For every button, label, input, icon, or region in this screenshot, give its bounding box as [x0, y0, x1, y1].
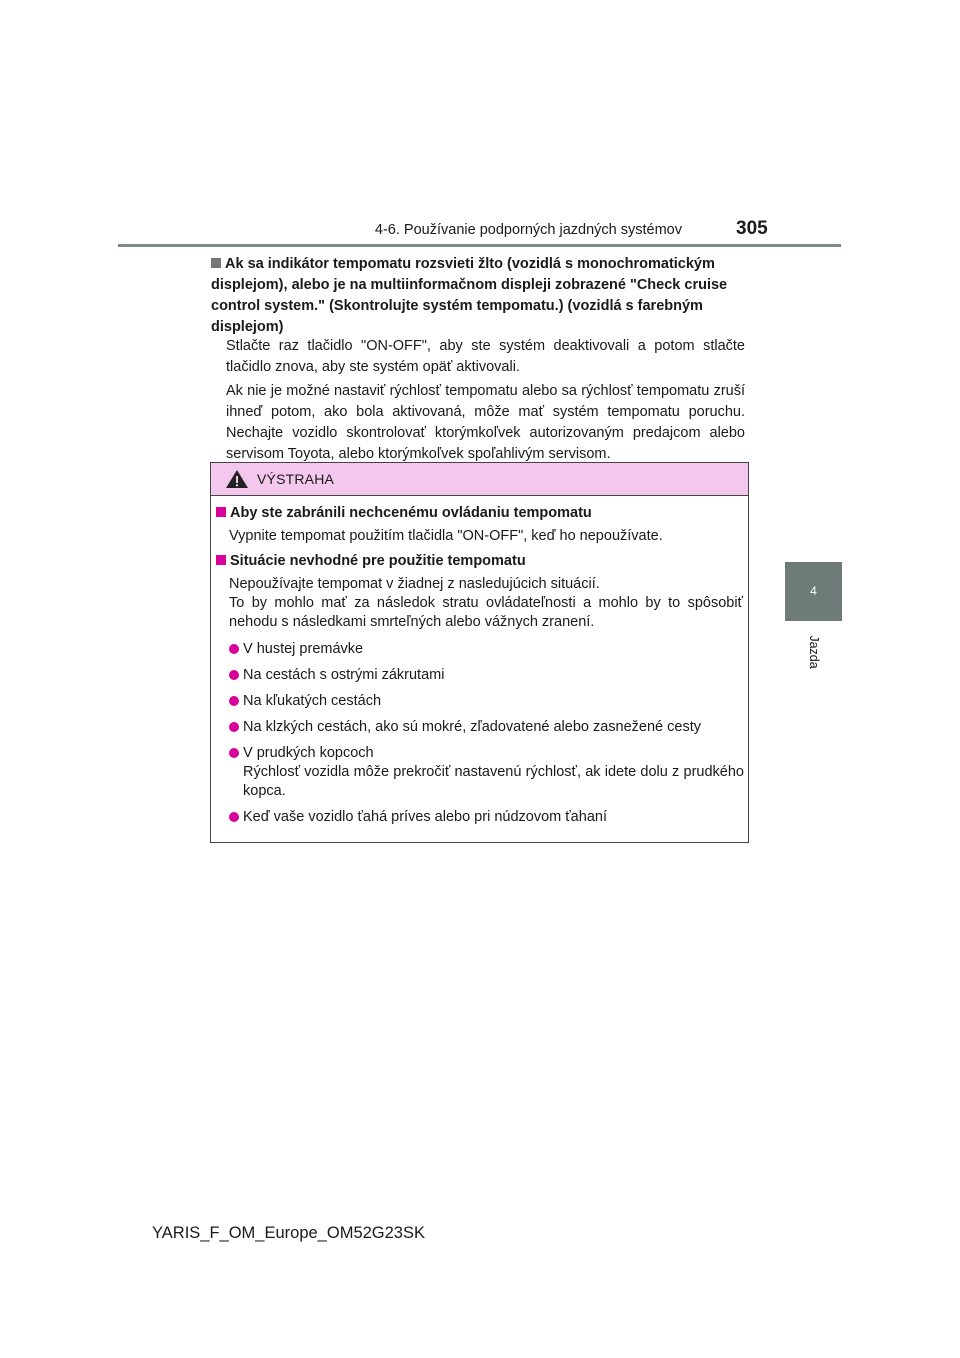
- section-heading-text: Ak sa indikátor tempomatu rozsvieti žlto (vozidlá s monochromatickým displejom), alebo je na multiinformačnom displeji zobrazené "Check cruise control system." (Skontrolujte systém tempomatu.) (vozidlá s farebným displejom): [211, 256, 728, 335]
- circle-bullet-icon: [229, 696, 239, 706]
- square-bullet-icon: [216, 507, 226, 517]
- header-rule: [118, 244, 841, 247]
- circle-bullet-icon: [229, 812, 239, 822]
- warning-header: [211, 463, 748, 496]
- footer-document-code: YARIS_F_OM_Europe_OM52G23SK: [152, 1224, 425, 1242]
- warning-text-1: Vypnite tempomat použitím tlačidla "ON-OFF", keď ho nepoužívate.: [229, 528, 663, 544]
- warning-heading-2-text: Situácie nevhodné pre použitie tempomatu: [230, 553, 526, 569]
- section-paragraph-1: Stlačte raz tlačidlo "ON-OFF", aby ste systém deaktivovali a potom stlačte tlačidlo znova, aby ste systém opäť aktivovali.: [226, 338, 745, 375]
- list-item: [229, 718, 744, 737]
- warning-triangle-icon: [225, 469, 249, 489]
- warning-box: [210, 462, 749, 843]
- list-item-text: V prudkých kopcoch: [243, 745, 374, 761]
- list-item-text: Keď vaše vozidlo ťahá príves alebo pri núdzovom ťahaní: [243, 809, 607, 825]
- warning-text-2: Nepoužívajte tempomat v žiadnej z nasledujúcich situácií.: [229, 576, 600, 592]
- warning-text-3: To by mohlo mať za následok stratu ovládateľnosti a mohlo by to spôsobiť nehodu s následkami smrteľných alebo vážnych zranení.: [229, 595, 743, 630]
- list-item: [229, 808, 744, 827]
- list-item-note: Rýchlosť vozidla môže prekročiť nastavenú rýchlosť, ak idete dolu z prudkého kopca.: [243, 764, 744, 799]
- section-heading: [211, 254, 749, 338]
- circle-bullet-icon: [229, 670, 239, 680]
- page-number: 305: [736, 218, 768, 239]
- section-body: [226, 336, 745, 468]
- list-item: [229, 692, 744, 711]
- header-title: 4-6. Používanie podporných jazdných systémov: [374, 222, 682, 238]
- circle-bullet-icon: [229, 722, 239, 732]
- list-item: [229, 744, 744, 801]
- chapter-label: [785, 622, 842, 682]
- circle-bullet-icon: [229, 644, 239, 654]
- circle-bullet-icon: [229, 748, 239, 758]
- square-bullet-icon: [211, 258, 221, 268]
- warning-heading-2: [216, 553, 526, 569]
- warning-title: VÝSTRAHA: [257, 471, 335, 487]
- list-item: [229, 666, 744, 685]
- warning-heading-1: [216, 505, 592, 521]
- list-item: [229, 640, 744, 659]
- list-item-text: Na cestách s ostrými zákrutami: [243, 667, 445, 683]
- list-item-text: Na kľukatých cestách: [243, 693, 382, 709]
- warning-heading-1-text: Aby ste zabránili nechcenému ovládaniu tempomatu: [230, 505, 592, 521]
- list-item-text: Na klzkých cestách, ako sú mokré, zľadovatené alebo zasnežené cesty: [243, 719, 701, 735]
- chapter-label-text: Jazda: [806, 635, 821, 669]
- square-bullet-icon: [216, 555, 226, 565]
- chapter-tab: 4: [785, 562, 842, 621]
- list-item-text: V hustej premávke: [243, 641, 364, 657]
- section-paragraph-2: Ak nie je možné nastaviť rýchlosť tempomatu alebo sa rýchlosť tempomatu zruší ihneď potom, ako bola aktivovaná, môže mať systém tempomatu poruchu. Nechajte vozidlo skontrolovať ktorýmkoľvek autorizovaným predajcom alebo servisom Toyota, alebo ktorýmkoľvek spoľahlivým servisom.: [226, 383, 745, 462]
